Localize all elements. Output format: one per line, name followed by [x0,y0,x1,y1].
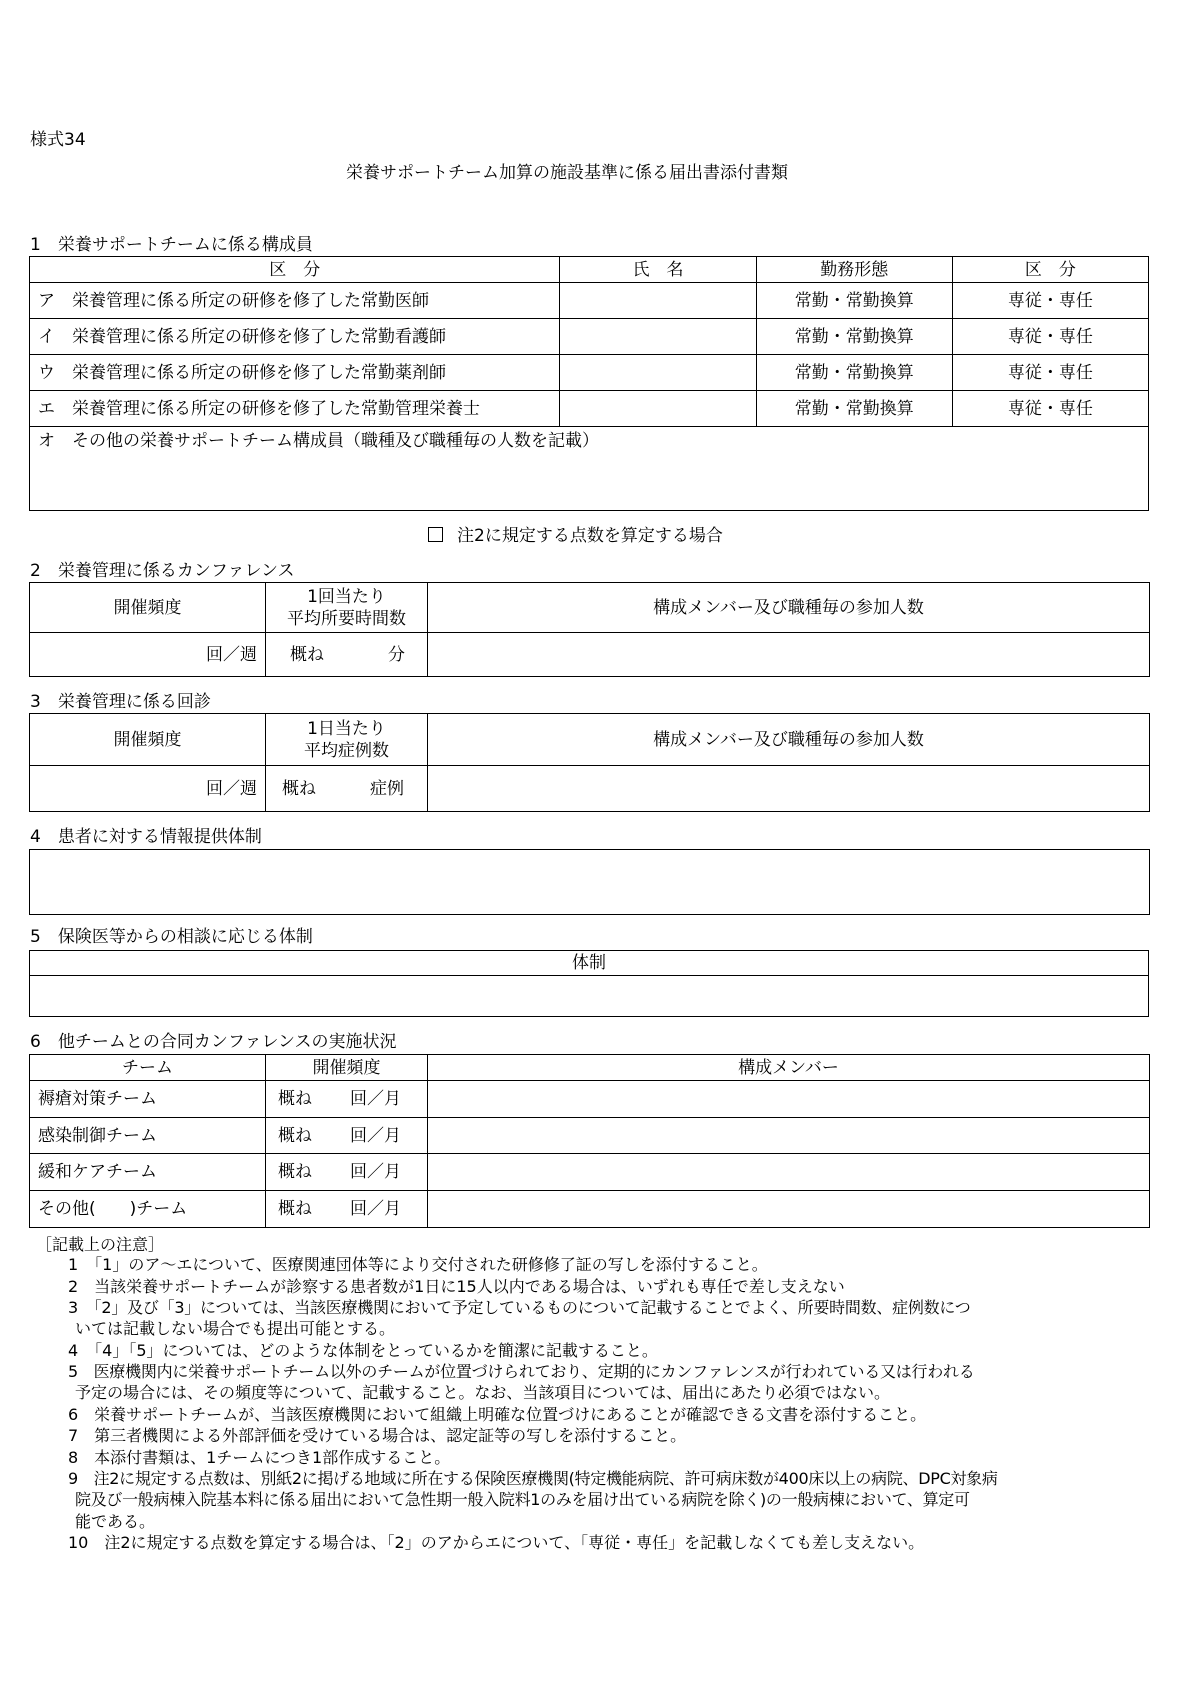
s1-header-category: 区 分 [30,257,560,283]
unit-label: 分 [388,644,405,665]
team-frequency-field[interactable] [266,1191,428,1228]
s3-header-frequency: 開催頻度 [30,714,266,766]
table-row [30,355,1149,391]
s5-field[interactable] [30,976,1149,1017]
type-option[interactable]: 専従・専任 [952,319,1148,355]
s3-header-members: 構成メンバー及び職種毎の参加人数 [428,714,1150,766]
checkbox[interactable] [428,527,443,542]
page-title: 栄養サポートチーム加算の施設基準に係る届出書添付書類 [346,163,788,183]
work-option[interactable]: 常勤・常勤換算 [756,283,952,319]
team-frequency-field[interactable] [266,1154,428,1191]
table-row [30,319,1149,355]
note-line: 7 第三者機関による外部評価を受けている場合は、認定証等の写しを添付すること。 [68,1426,687,1445]
s4-info-field[interactable] [29,849,1150,915]
s2-header-time [266,583,428,633]
name-field[interactable] [560,319,756,355]
name-field[interactable] [560,283,756,319]
type-option[interactable]: 専従・専任 [952,355,1148,391]
team-members-field[interactable] [428,1081,1150,1118]
s2-header-frequency: 開催頻度 [30,583,266,633]
section-1-table [29,256,1149,511]
team-label: 褥瘡対策チーム [30,1081,266,1118]
approx-label: 概ね [278,1162,312,1182]
s3-header-cases [266,714,428,766]
notes-heading: ［記載上の注意］ [36,1235,165,1254]
approx-label: 概ね [282,778,316,799]
unit-label: 回／月 [350,1125,401,1146]
note-line: 5 医療機関内に栄養サポートチーム以外のチームが位置づけられており、定期的にカンファレンスが行われている又は行われる [68,1362,975,1381]
table-row [30,391,1149,427]
row-label: ア 栄養管理に係る所定の研修を修了した常勤医師 [30,283,560,319]
approx-label: 概ね [278,1125,312,1146]
team-members-field[interactable] [428,1118,1150,1154]
s1-header-type: 区 分 [952,257,1148,283]
note-line: 8 本添付書類は、1チームにつき1部作成すること。 [68,1448,451,1467]
s2-time-field[interactable] [266,633,428,677]
s6-header-team: チーム [30,1055,266,1081]
team-frequency-field[interactable] [266,1118,428,1154]
section-3-table [29,713,1150,812]
note-line: 6 栄養サポートチームが、当該医療機関において組織上明確な位置づけにあることが確認できる文書を添付すること。 [68,1405,927,1424]
s3-header-cases-line2: 平均症例数 [304,740,389,761]
table-row [30,1118,1150,1154]
s1-header-work: 勤務形態 [756,257,952,283]
table-row [30,1081,1150,1118]
approx-label: 概ね [278,1199,312,1219]
work-option[interactable]: 常勤・常勤換算 [756,355,952,391]
row-label: ウ 栄養管理に係る所定の研修を修了した常勤薬剤師 [30,355,560,391]
work-option[interactable]: 常勤・常勤換算 [756,391,952,427]
section-3-heading: 3 栄養管理に係る回診 [30,692,211,712]
unit-label: 回／月 [350,1162,401,1182]
section-2-table [29,582,1150,677]
approx-label: 概ね [278,1089,312,1109]
checkbox-label: 注2に規定する点数を算定する場合 [457,526,723,546]
s3-cases-field[interactable] [266,766,428,812]
s3-frequency-field[interactable]: 回／週 [30,766,266,812]
name-field[interactable] [560,391,756,427]
note-line: 予定の場合には、その頻度等について、記載すること。なお、当該項目については、届出にあたり必須ではない。 [75,1383,891,1402]
team-label: 感染制御チーム [30,1118,266,1154]
row-label: エ 栄養管理に係る所定の研修を修了した常勤管理栄養士 [30,391,560,427]
s6-header-members: 構成メンバー [428,1055,1150,1081]
section-6-heading: 6 他チームとの合同カンファレンスの実施状況 [30,1032,397,1052]
unit-label: 回／月 [350,1199,401,1219]
team-members-field[interactable] [428,1154,1150,1191]
s2-header-time-line1: 1回当たり [307,586,386,607]
section-5-table [29,950,1149,1017]
note-line: 10 注2に規定する点数を算定する場合は、「2」のアからエについて、「専従・専任」を記載しなくても差し支えない。 [68,1533,925,1552]
section-6-table [29,1054,1150,1228]
section-5-heading: 5 保険医等からの相談に応じる体制 [30,927,313,947]
table-row [30,1191,1150,1228]
note-line: 2 当該栄養サポートチームが診察する患者数が1日に15人以内である場合は、いずれも専任で差し支えない [68,1277,845,1296]
team-members-field[interactable] [428,1191,1150,1228]
approx-label: 概ね [290,644,324,665]
row-label: イ 栄養管理に係る所定の研修を修了した常勤看護師 [30,319,560,355]
note-line: 院及び一般病棟入院基本料に係る届出において急性期一般入院料1のみを届け出ている病院を除く)の一般病棟において、算定可 [75,1490,970,1509]
table-row [30,283,1149,319]
team-label: 緩和ケアチーム [30,1154,266,1191]
note-line: 1 「1」のア～エについて、医療関連団体等により交付された研修修了証の写しを添付すること。 [68,1255,768,1274]
other-members-field[interactable] [30,427,1149,511]
s2-frequency-field[interactable]: 回／週 [30,633,266,677]
table-row [30,1154,1150,1191]
unit-label: 回／月 [350,1089,401,1109]
s2-header-time-line2: 平均所要時間数 [287,608,406,629]
other-members-label: オ その他の栄養サポートチーム構成員（職種及び職種毎の人数を記載） [38,431,599,451]
work-option[interactable]: 常勤・常勤換算 [756,319,952,355]
team-frequency-field[interactable] [266,1081,428,1118]
s1-header-name: 氏 名 [560,257,756,283]
s3-members-field[interactable] [428,766,1150,812]
note-line: 能である。 [75,1512,156,1531]
unit-label: 症例 [370,778,404,799]
type-option[interactable]: 専従・専任 [952,283,1148,319]
type-option[interactable]: 専従・専任 [952,391,1148,427]
name-field[interactable] [560,355,756,391]
s5-header: 体制 [30,951,1149,976]
s2-header-members: 構成メンバー及び職種毎の参加人数 [428,583,1150,633]
section-2-heading: 2 栄養管理に係るカンファレンス [30,561,295,581]
section-1-heading: 1 栄養サポートチームに係る構成員 [30,235,313,255]
team-label: その他( )チーム [30,1191,266,1228]
s3-header-cases-line1: 1日当たり [307,718,386,739]
form-number: 様式34 [30,130,86,150]
note-line: 3 「2」及び「3」については、当該医療機関において予定しているものについて記載することでよく、所要時間数、症例数につ [68,1298,971,1317]
note-line: いては記載しない場合でも提出可能とする。 [75,1319,396,1338]
calc-checkbox-row[interactable] [428,521,723,546]
s6-header-frequency: 開催頻度 [266,1055,428,1081]
note-line: 4 「4」「5」については、どのような体制をとっているかを簡潔に記載すること。 [68,1341,658,1360]
section-4-heading: 4 患者に対する情報提供体制 [30,827,262,847]
note-line: 9 注2に規定する点数は、別紙2に掲げる地域に所在する保険医療機関(特定機能病院、許可病床数が400床以上の病院、DPC対象病 [68,1469,998,1488]
s2-members-field[interactable] [428,633,1150,677]
